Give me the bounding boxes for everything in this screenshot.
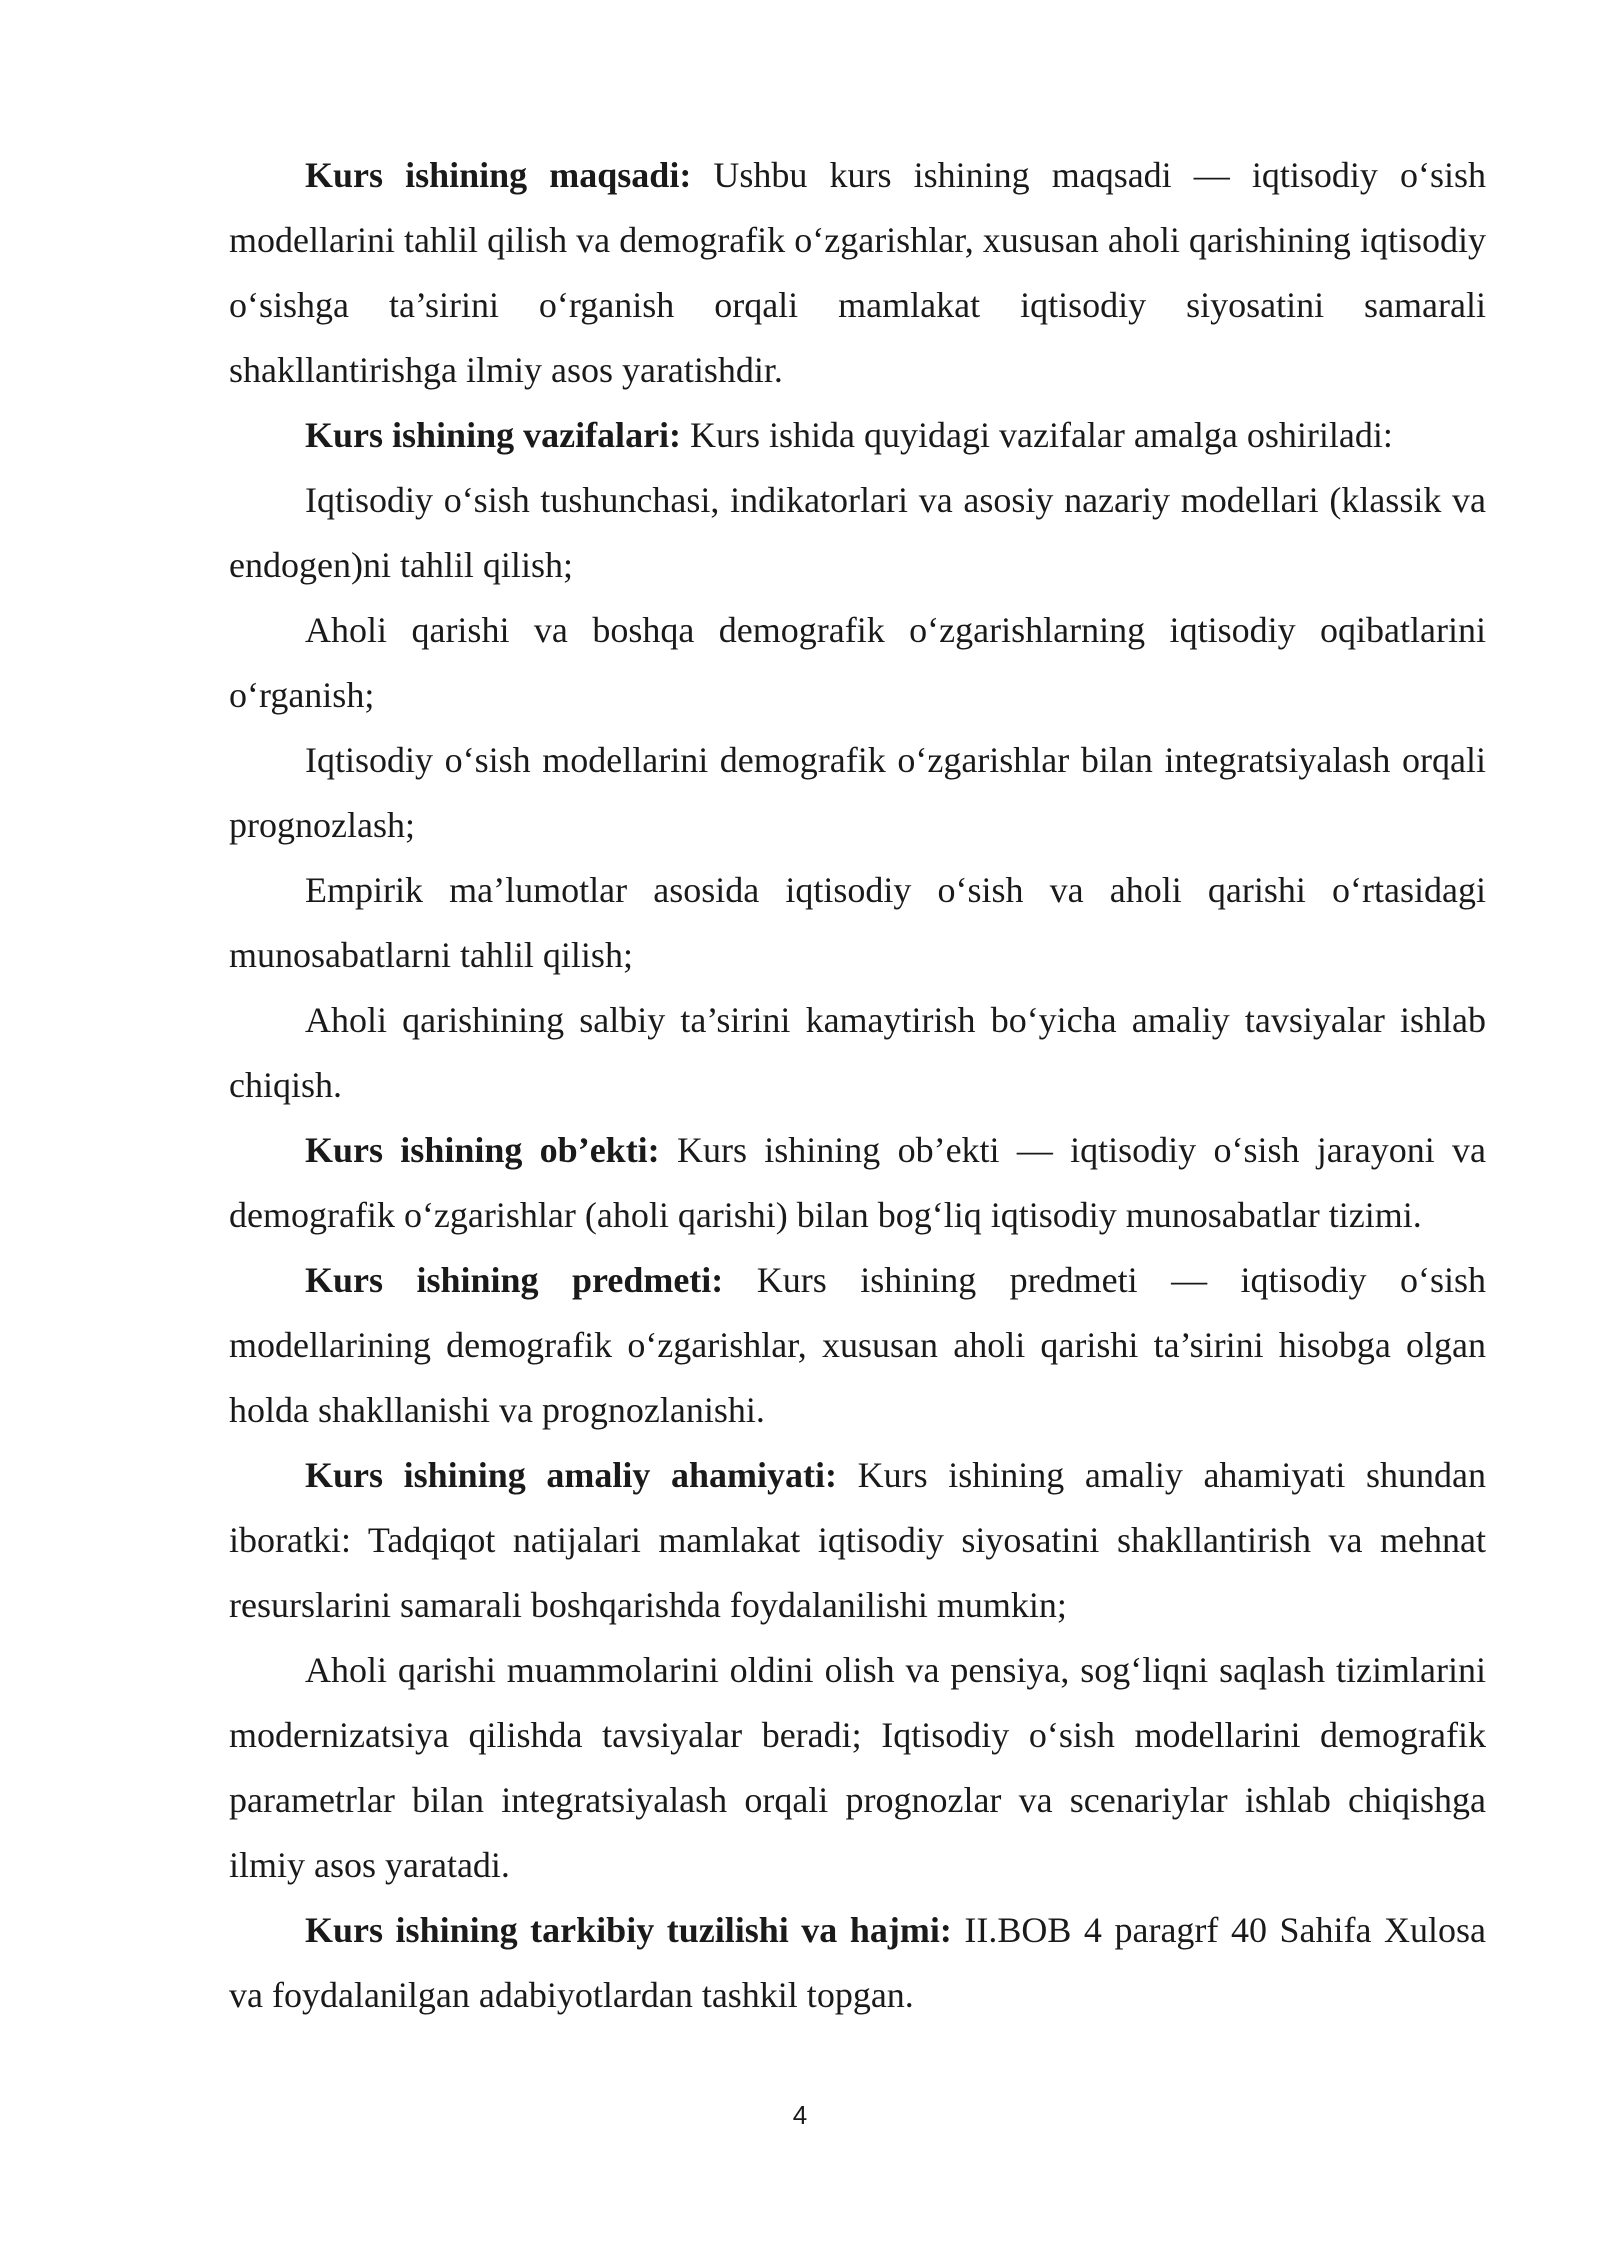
paragraph-amaliy-ahamiyati (229, 1443, 1486, 1638)
paragraph-label: Kurs ishining amaliy ahamiyati: (305, 1455, 837, 1495)
task-item (229, 728, 1486, 858)
paragraph-text: Ushbu kurs ishining maqsadi — iqtisodiy o‘sish modellarini tahlil qilish va demografik o‘zgarishlar, xususan aholi qarishining iqtisodiy o‘sishga ta’sirini o‘rganish orqali mamlakat iqtisodiy siyosatini samarali shakllantirishga ilmiy asos yaratishdir. (229, 155, 1486, 390)
paragraph-text: Kurs ishining predmeti — iqtisodiy o‘sish modellarining demografik o‘zgarishlar, xususan aholi qarishi ta’sirini hisobga olgan holda shakllanishi va prognozlanishi. (229, 1260, 1486, 1430)
paragraph-maqsadi (229, 143, 1486, 403)
paragraph-label: Kurs ishining maqsadi: (305, 155, 692, 195)
paragraph-label: Kurs ishining ob’ekti: (305, 1130, 660, 1170)
task-item (229, 468, 1486, 598)
paragraph-predmeti (229, 1248, 1486, 1443)
task-item (229, 598, 1486, 728)
paragraph-label: Kurs ishining tarkibiy tuzilishi va hajmi: (305, 1910, 952, 1950)
paragraph-obekti (229, 1118, 1486, 1248)
paragraph-tarkibiy-tuzilishi (229, 1898, 1486, 2028)
paragraph-text: Iqtisodiy o‘sish tushunchasi, indikatorlari va asosiy nazariy modellari (klassik va endogen)ni tahlil qilish; (229, 480, 1486, 585)
paragraph-text: Aholi qarishi va boshqa demografik o‘zgarishlarning iqtisodiy oqibatlarini o‘rganish; (229, 610, 1486, 715)
paragraph-vazifalari (229, 403, 1486, 468)
paragraph-label: Kurs ishining predmeti: (305, 1260, 724, 1300)
paragraph-label: Kurs ishining vazifalari: (305, 415, 682, 455)
task-item (229, 858, 1486, 988)
paragraph-text: Aholi qarishining salbiy ta’sirini kamaytirish bo‘yicha amaliy tavsiyalar ishlab chiqish. (229, 1000, 1486, 1105)
paragraph-text: Empirik ma’lumotlar asosida iqtisodiy o‘sish va aholi qarishi o‘rtasidagi munosabatlarni tahlil qilish; (229, 870, 1486, 975)
paragraph-text: II.BOB 4 paragrf 40 Sahifa Xulosa va foydalanilgan adabiyotlardan tashkil topgan. (229, 1910, 1486, 2015)
task-item (229, 988, 1486, 1118)
paragraph-continuation (229, 1638, 1486, 1898)
document-body (229, 143, 1486, 2028)
paragraph-text: Aholi qarishi muammolarini oldini olish va pensiya, sog‘liqni saqlash tizimlarini modernizatsiya qilishda tavsiyalar beradi; Iqtisodiy o‘sish modellarini demografik parametrlar bilan integratsiyalash orqali prognozlar va scenariylar ishlab chiqishga ilmiy asos yaratadi. (229, 1650, 1486, 1885)
paragraph-text: Kurs ishida quyidagi vazifalar amalga oshiriladi: (681, 415, 1393, 455)
paragraph-text: Iqtisodiy o‘sish modellarini demografik o‘zgarishlar bilan integratsiyalash orqali prognozlash; (229, 740, 1486, 845)
paragraph-text: Kurs ishining amaliy ahamiyati shundan iboratki: Tadqiqot natijalari mamlakat iqtisodiy siyosatini shakllantirish va mehnat resurslarini samarali boshqarishda foydalanilishi mumkin; (229, 1455, 1487, 1625)
paragraph-text: Kurs ishining ob’ekti — iqtisodiy o‘sish jarayoni va demografik o‘zgarishlar (aholi qarishi) bilan bog‘liq iqtisodiy munosabatlar tizimi. (229, 1130, 1486, 1235)
page-number: 4 (792, 2100, 808, 2130)
